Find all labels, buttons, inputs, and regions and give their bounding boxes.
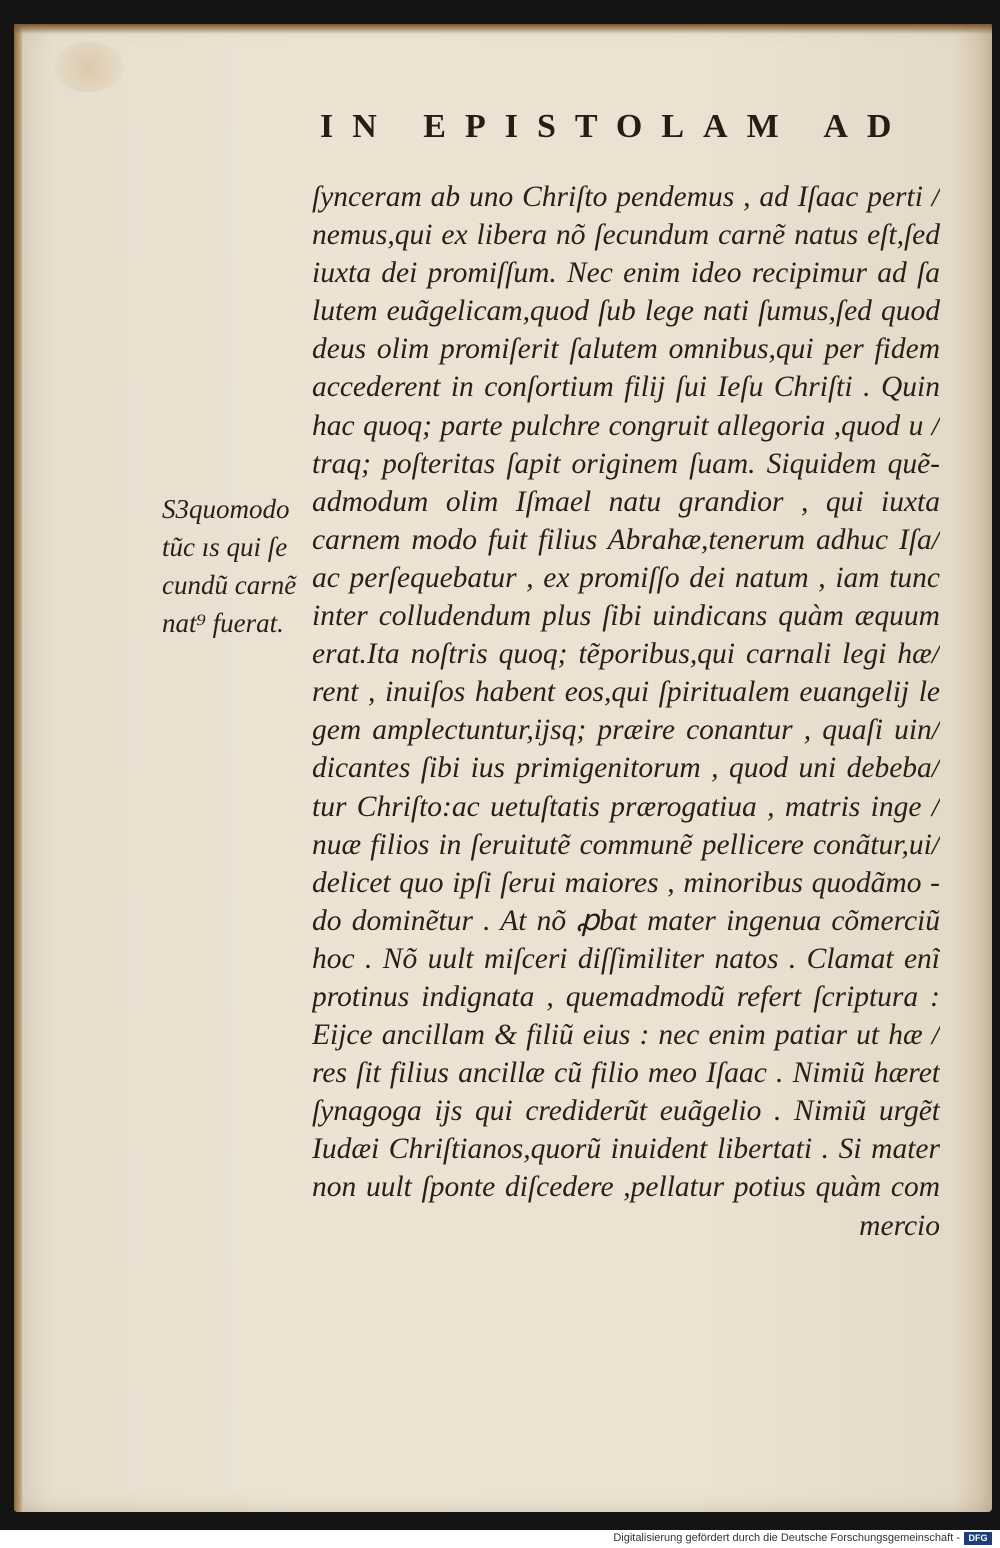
marginal-note — [162, 490, 314, 642]
text-line: Iudæi Chriſtianos,quorũ inuident libertati . Si mater — [312, 1133, 940, 1166]
text-line: deus olim promiſerit ſalutem omnibus,qui per fidem — [312, 333, 940, 366]
dfg-logo: DFG — [964, 1532, 992, 1545]
marginal-note-line: cundũ carnẽ — [162, 570, 297, 601]
footer-bar — [0, 1530, 1000, 1548]
text-line: delicet quo ipſi ſerui maiores , minoribus quodãmo - — [312, 866, 940, 899]
text-line: erat.Ita noſtris quoq; tẽporibus,qui carnali legi hæ/ — [312, 638, 940, 671]
text-line: gem amplectuntur,ijsq; præire conantur , quaſi uin/ — [312, 714, 940, 747]
marginal-note-line: tũc ıs qui ſe — [162, 532, 288, 563]
text-line: dicantes ſibi ius primigenitorum , quod uni debeba/ — [312, 752, 940, 785]
text-line: mercio — [859, 1209, 940, 1242]
paper-stain — [54, 42, 124, 92]
marginal-note-line: nat⁹ fuerat. — [162, 608, 284, 639]
text-line: hoc . Nõ uult miſceri diſſimiliter natos . Clamat enĩ — [312, 942, 940, 975]
text-line: iuxta dei promiſſum. Nec enim ideo recipimur ad ſa — [312, 257, 940, 290]
body-text — [312, 178, 952, 1245]
running-title: IN EPISTOLAM AD — [320, 108, 911, 145]
text-line: inter colludendum plus ſibi uindicans quàm æquum — [312, 600, 940, 633]
page-top-edge — [14, 24, 992, 34]
funding-credit: Digitalisierung gefördert durch die Deutsche Forschungsgemeinschaft - — [613, 1532, 960, 1544]
text-line: accederent in conſortium filij ſui Ieſu Chriſti . Quin — [312, 371, 940, 404]
text-line: ſynceram ab uno Chriſto pendemus , ad Iſaac perti / — [312, 181, 940, 213]
text-line: tur Chriſto:ac uetuſtatis prærogatiua , matris inge / — [312, 790, 940, 823]
text-line: do dominẽtur . At nõ ꝓbat mater ingenua cõmerciũ — [312, 904, 940, 937]
text-line: lutem euãgelicam,quod ſub lege nati ſumus,ſed quod — [312, 295, 940, 328]
text-line: Eijce ancillam & filiũ eius : nec enim patiar ut hæ / — [312, 1019, 940, 1052]
text-line: carnem modo fuit filius Abrahæ,tenerum adhuc Iſa/ — [312, 523, 940, 556]
text-line: protinus indignata , quemadmodũ refert ſcriptura : — [312, 980, 940, 1013]
text-line: res ſit filius ancillæ cũ filio meo Iſaac . Nimiũ hæret — [312, 1057, 940, 1090]
text-line: hac quoq; parte pulchre congruit allegoria ,quod u / — [312, 409, 940, 442]
text-line: non uult ſponte diſcedere ,pellatur potius quàm com — [312, 1171, 940, 1204]
text-line: ſynagoga ijs qui crediderũt euãgelio . Nimiũ urgẽt — [312, 1095, 940, 1128]
text-line: traq; poſteritas ſapit originem ſuam. Siquidem quẽ- — [312, 447, 940, 480]
marginal-note-line: S3quomodo — [162, 494, 290, 524]
text-line: admodum olim Iſmael natu grandior , qui iuxta — [312, 485, 940, 518]
text-line: ac perſequebatur , ex promiſſo dei natum , iam tunc — [312, 561, 940, 594]
text-line: nemus,qui ex libera nõ ſecundum carnẽ natus eſt,ſed — [312, 219, 940, 252]
text-line: rent , inuiſos habent eos,qui ſpiritualem euangelij le — [312, 676, 940, 709]
page-binding-edge — [14, 24, 22, 1512]
text-line: nuæ filios in ſeruitutẽ communẽ pellicere conãtur,ui/ — [312, 828, 940, 861]
